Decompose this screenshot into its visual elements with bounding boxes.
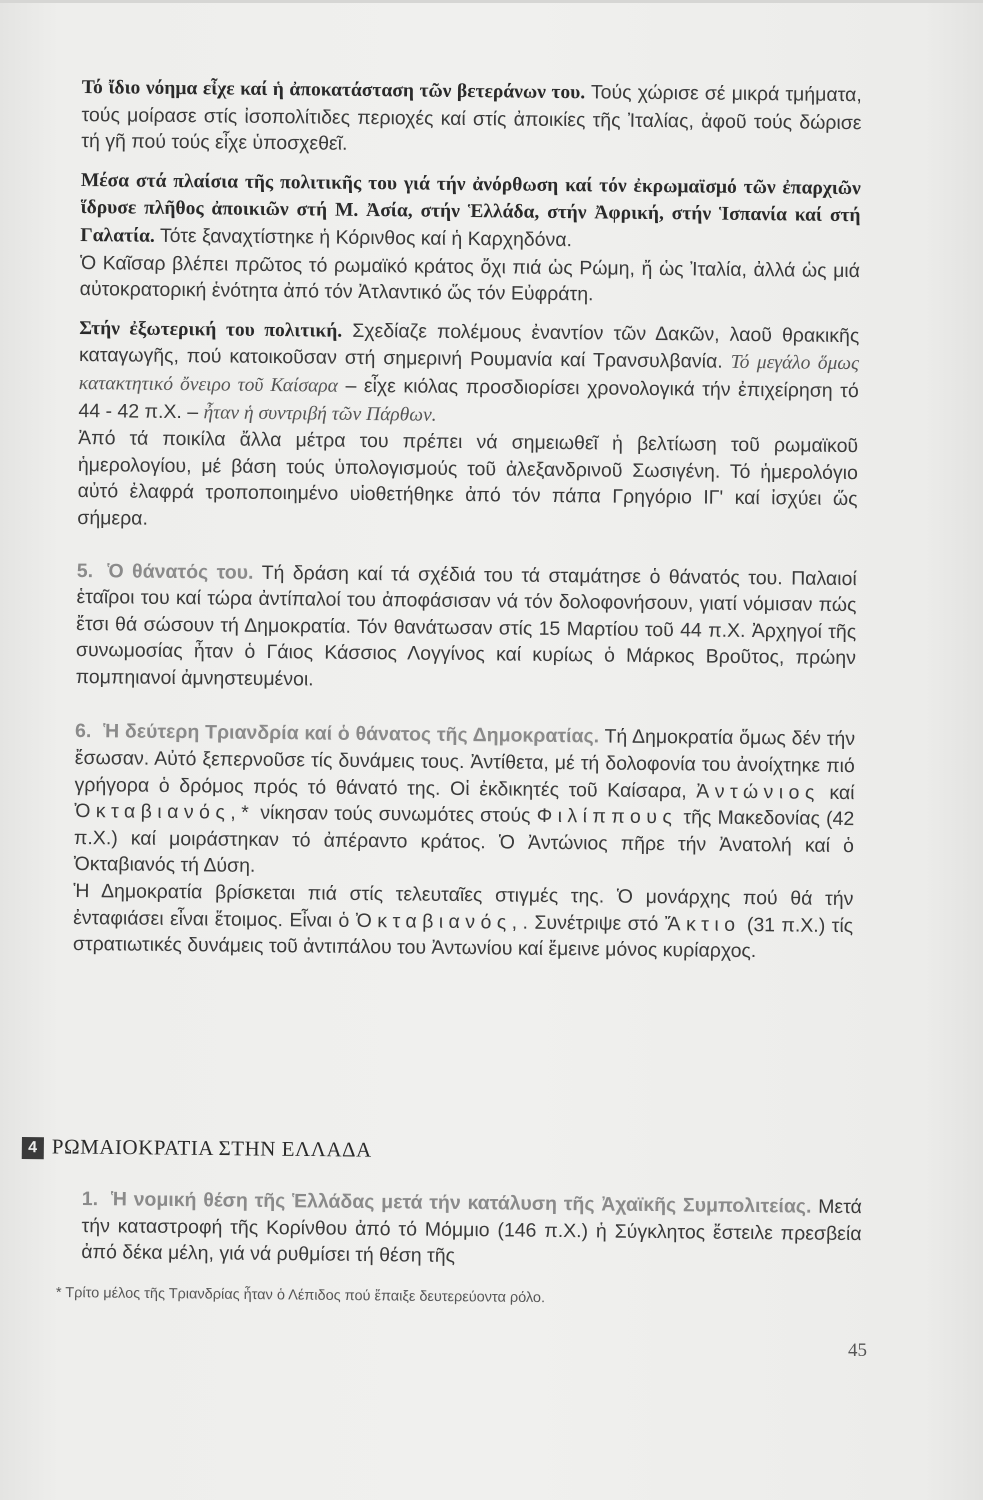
section-death [76, 557, 857, 698]
footnote: * Τρίτο μέλος τῆς Τριανδρίας ἦταν ὁ Λέπιδος πού ἔπαιξε δευτερεύοντα ρόλο. [55, 1285, 546, 1307]
chapter-heading [22, 1134, 922, 1168]
paragraph-text: Τούς χώρισε σέ μικρά τμήματα, τούς μοίρασε στίς ἰσοπολίτιδες περιοχές καί στίς ἀποικίες τῆς Ἰταλίας, ἀφοῦ τούς δώρισε τή γῆ πού τούς εἶχε ὑποσχεθεῖ. [81, 81, 862, 155]
section-number: 5. [76, 559, 94, 582]
paragraph-veterans [81, 74, 862, 163]
paragraph-text: Τή δράση καί τά σχέδιά του τά σταμάτησε ὁ θάνατός του. Παλαιοί ἑταῖροι του καί τώρα ἀντίπαλοί του ἀποφάσισαν νά τόν δολοφονήσουν, γιατί νόμισαν πώς ἔτσι θά σώσουν τή Δημοκρατία. Τόν θανάτωσαν στίς 15 Μαρτίου τοῦ 44 π.Χ. Ἀρχηγοί τῆς συνωμοσίας ἦταν ὁ Γάιος Κάσσιος Λογγίνος καί κυρίως ὁ Μάρκος Βροῦτος, πρώην πομπηιανοί ἀμνηστευμένοι. [75, 561, 857, 691]
section-triumvirate [74, 718, 856, 886]
paragraph-text: Τότε ξαναχτίστηκε ἡ Κόρινθος καί ἡ Καρχηδόνα. [159, 224, 573, 252]
paragraph-text: Ὁ Καῖσαρ βλέπει πρῶτος τό ρωμαϊκό κράτος ὄχι πιά ὡς Ρώμη, ἤ ὡς Ἰταλία, ἀλλά ὡς μιά αὐτοκρατορική ἑνότητα ἀπό τόν Ἀτλαντικό ὥς τόν Εὐφράτη. [79, 251, 861, 306]
section-number: 1. [81, 1187, 99, 1211]
page-number: 45 [848, 1340, 867, 1361]
paragraph-text: . Συνέτριψε στό [522, 911, 659, 935]
italic-text: Τό μεγάλο ὅμως κατακτητικό ὄνειρο τοῦ Καίσαρα [78, 352, 860, 397]
paragraph-colonies [80, 167, 861, 258]
italic-text: ἦταν ἡ συντριβή τῶν Πάρθων. [203, 401, 437, 426]
chapter-number-badge: 4 [22, 1137, 44, 1159]
chapter-title: ΡΩΜΑΙΟΚΡΑΤΙΑ ΣΤΗΝ ΕΛΛΑΔΑ [51, 1134, 372, 1162]
section-number: 6. [74, 720, 92, 743]
paragraph-text: Ἡ Δημοκρατία βρίσκεται πιά στίς τελευταῖες στιγμές της. Ὁ μονάρχης πού θά τήν ἐνταφιάσει εἶναι ἕτοιμος. Εἶναι ὁ [73, 879, 854, 932]
section-heading: Ἡ νομική θέση τῆς Ἑλλάδας μετά τήν κατάλυση τῆς Ἀχαϊκῆς Συμπολιτείας. [110, 1188, 812, 1218]
paragraph-text: (31 π.Χ.) τίς στρατιωτικές δυνάμεις τοῦ ἀντιπάλου του Ἀντωνίου καί ἔμεινε μόνος κυρίαρχος. [72, 913, 854, 963]
paragraph-text: νίκησαν τούς συνωμότες στούς [260, 802, 531, 827]
spaced-name: Ὀκταβιανός,* [74, 800, 255, 825]
paragraph-text: τῆς Μακεδονίας (42 π.Χ.) καί μοιράστηκαν τό ἀπέραντο κράτος. Ὁ Ἀντώνιος πῆρε τήν Ἀνατολή καί ὁ Ὀκταβιανός τή Δύση. [73, 806, 855, 878]
paragraph-text: Ἀπό τά ποικίλα ἄλλα μέτρα του πρέπει νά σημειωθεῖ ἡ βελτίωση τοῦ ρωμαϊκοῦ ἡμερολογίου, μέ βάση τούς ὑπολογισμούς τοῦ ἀλεξανδρινοῦ Σωσιγένη. Τό ἡμερολόγιο αὐτό ἐλαφρά τροποποιημένο υἱοθετήθηκε ἀπό τόν πάπα Γρηγόριο ΙΓ' καί ἰσχύει ὥς σήμερα. [77, 427, 859, 530]
subsection-legal-status [81, 1186, 862, 1274]
section-heading: Ὁ θάνατός του. [107, 559, 254, 584]
page-top-edge [0, 0, 983, 3]
spaced-name: Φιλίππους [536, 805, 678, 829]
spaced-name: Ἀντώνιος [696, 780, 820, 804]
bold-lead: Τό ἴδιο νόημα εἶχε καί ἡ ἀποκατάσταση τῶν βετεράνων του. [81, 76, 586, 104]
paragraph-end-republic [73, 878, 854, 966]
paragraph-text: Τή Δημοκρατία ὅμως δέν τήν ἔσωσαν. Αὐτό ξεπερνοῦσε τίς δυνάμεις τους. Ἀντίθετα, μέ τή δολοφονία του ἀνοίχτηκε πιό γρήγορα ὁ δρόμος πρός τό θάνατό της. Οἱ ἐκδικητές τοῦ Καίσαρα, [74, 725, 856, 803]
main-text [73, 74, 862, 978]
paragraph-text: Σχεδίαζε πολέμους ἐναντίον τῶν Δακῶν, λαοῦ θρακικῆς καταγωγῆς, πού κατοικοῦσαν στή σημερινή Ρουμανία καί Τρανσυλβανία. [78, 319, 860, 374]
paragraph-calendar [77, 425, 858, 540]
bold-lead: Στήν ἐξωτερική του πολιτική. [79, 317, 343, 342]
spaced-name: Ὀκταβιανός, [355, 909, 523, 934]
spaced-name: Ἄκτιο [664, 912, 741, 936]
paragraph-text: Μετά τήν καταστροφή τῆς Κορίνθου ἀπό τό Μόμμιο (146 π.Χ.) ἡ Σύγκλητος ἔστειλε πρεσβεία ἀπό δέκα μέλη, γιά νά ρυθμίσει τή θέση τῆς [81, 1195, 862, 1268]
paragraph-foreign-policy [78, 315, 859, 434]
paragraph-empire-unity [80, 250, 861, 311]
paragraph-text: καί [829, 781, 855, 804]
bold-lead: Μέσα στά πλαίσια τῆς πολιτικῆς του γιά τήν ἀνόρθωση καί τόν ἐκρωμαϊσμό τῶν ἐπαρχιῶν ἵδρυσε πλῆθος ἀποικιῶν στή Μ. Ἀσία, στήν Ἑλλάδα, στήν Ἀφρική, στήν Ἱσπανία καί στή Γαλατία. [80, 169, 861, 247]
paragraph-text: – εἶχε κιόλας προσδιορίσει χρονολογικά τήν ἐπιχείρηση τό 44 - 42 π.Χ. – [78, 374, 859, 423]
section-heading: Ἡ δεύτερη Τριανδρία καί ὁ θάνατος τῆς Δημοκρατίας. [103, 720, 600, 748]
